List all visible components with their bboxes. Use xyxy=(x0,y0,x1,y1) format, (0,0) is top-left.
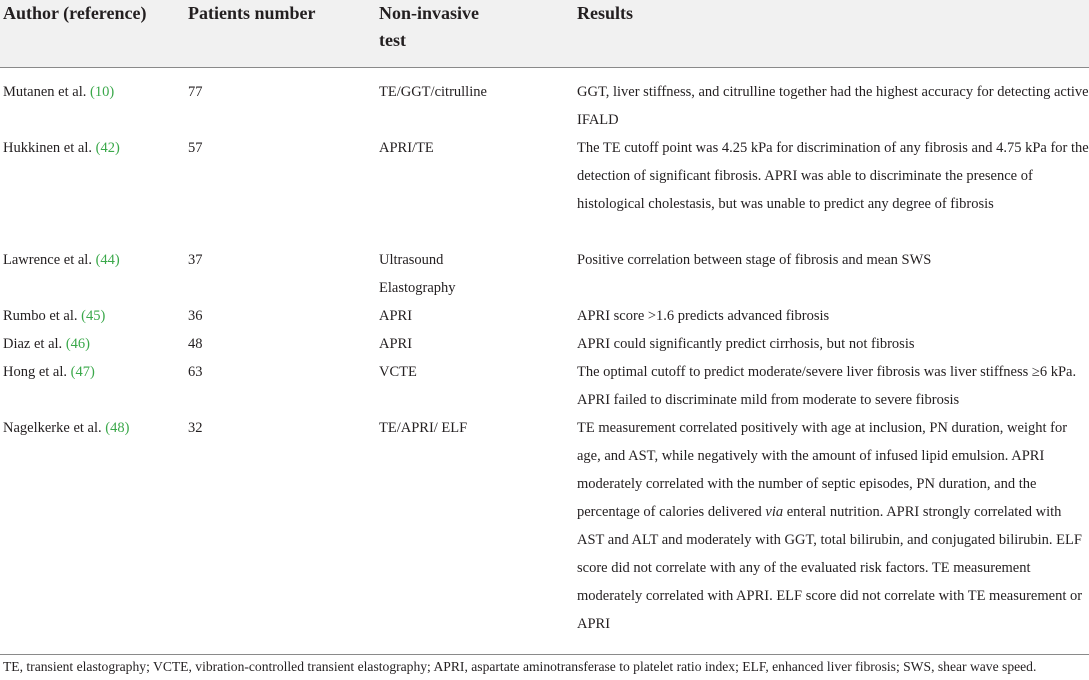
results-cell: GGT, liver stiffness, and citrulline together had the highest accuracy for detecting active IFALD xyxy=(577,84,1089,128)
table-footnote: TE, transient elastography; VCTE, vibration-controlled transient elastography; APRI, aspartate aminotransferase to platelet ratio index; ELF, enhanced liver fibrosis; SWS, shear wave speed. xyxy=(3,659,1037,674)
patients-cell: 57 xyxy=(188,140,203,156)
results-cell: TE measurement correlated positively with age at inclusion, PN duration, weight for age, and AST, while negatively with the amount of infused lipid emulsion. APRI moderately correlated with the number of septic episodes, PN duration, and the percentage of calories delivered via enteral nutrition. APRI strongly correlated with AST and ALT and moderately with GGT, total bilirubin, and conjugated bilirubin. ELF score did not correlate with any of the evaluated risk factors. TE measurement moderately correlated with APRI. ELF score did not correlate with TE measurement or APRI xyxy=(577,420,1083,632)
test-cell: VCTE xyxy=(379,364,417,380)
results-cell: The optimal cutoff to predict moderate/severe liver fibrosis was liver stiffness ≥6 kPa. APRI failed to discriminate mild from moderate to severe fibrosis xyxy=(577,364,1077,408)
patients-cell: 36 xyxy=(188,308,203,324)
author-cell: Rumbo et al. (45) xyxy=(3,308,106,324)
patients-cell: 77 xyxy=(188,84,203,100)
test-cell: TE/GGT/citrulline xyxy=(379,84,487,100)
reference-link[interactable]: (42) xyxy=(95,140,120,156)
patients-cell: 48 xyxy=(188,336,203,352)
author-cell: Nagelkerke et al. (48) xyxy=(3,420,130,436)
author-cell: Hong et al. (47) xyxy=(3,364,95,380)
reference-link[interactable]: (46) xyxy=(65,336,90,352)
author-cell: Hukkinen et al. (42) xyxy=(3,140,120,156)
reference-link[interactable]: (47) xyxy=(70,364,95,380)
patients-cell: 37 xyxy=(188,252,203,268)
reference-link[interactable]: (48) xyxy=(105,420,130,436)
author-cell: Lawrence et al. (44) xyxy=(3,252,120,268)
author-cell: Mutanen et al. (10) xyxy=(3,84,115,100)
patients-cell: 63 xyxy=(188,364,203,380)
test-cell: Ultrasound Elastography xyxy=(379,252,456,296)
results-cell: APRI score >1.6 predicts advanced fibrosis xyxy=(577,308,830,324)
reference-link[interactable]: (45) xyxy=(81,308,106,324)
reference-link[interactable]: (10) xyxy=(89,84,115,100)
results-cell: Positive correlation between stage of fibrosis and mean SWS xyxy=(577,252,932,268)
header-results: Results xyxy=(577,3,634,23)
table-header xyxy=(0,0,1089,68)
patients-cell: 32 xyxy=(188,420,203,436)
results-cell: The TE cutoff point was 4.25 kPa for discrimination of any fibrosis and 4.75 kPa for the detection of significant fibrosis. APRI was able to discriminate the presence of histological cholestasis, but was unable to predict any degree of fibrosis xyxy=(577,140,1089,212)
author-cell: Diaz et al. (46) xyxy=(3,336,90,352)
header-author: Author (reference) xyxy=(3,3,147,23)
test-cell: APRI xyxy=(379,336,413,352)
test-cell: TE/APRI/ ELF xyxy=(379,420,468,436)
reference-link[interactable]: (44) xyxy=(95,252,120,268)
header-patients: Patients number xyxy=(188,3,316,23)
test-cell: APRI xyxy=(379,308,413,324)
test-cell: APRI/TE xyxy=(379,140,434,156)
header-test: Non-invasive test xyxy=(379,3,480,50)
results-cell: APRI could significantly predict cirrhosis, but not fibrosis xyxy=(577,336,915,352)
table-body xyxy=(0,68,1089,655)
